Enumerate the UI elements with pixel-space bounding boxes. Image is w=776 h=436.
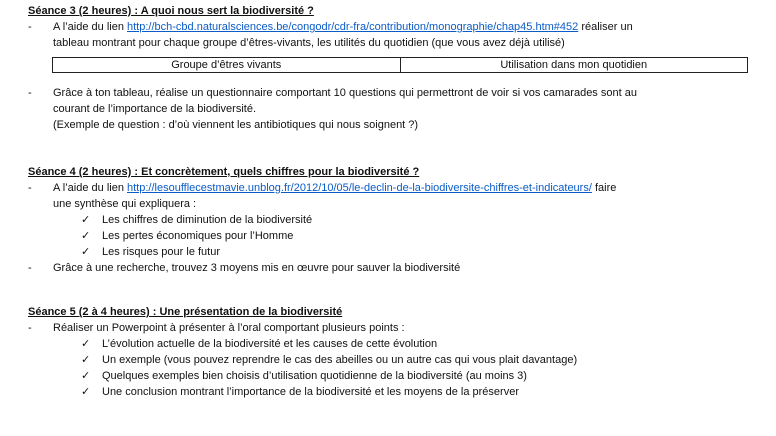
check-item xyxy=(28,352,772,368)
seance-3-example-question: (Exemple de question : d’où viennent les antibiotiques qui nous soignent ?) xyxy=(53,119,419,131)
seance-4-bullet-1 xyxy=(28,180,772,196)
bullet-text: Grâce à une recherche, trouvez 3 moyens mis en œuvre pour sauver la biodiversité xyxy=(53,262,461,274)
table-row xyxy=(53,58,748,73)
check-text: Un exemple (vous pouvez reprendre le cas des abeilles ou un autre cas qui vous plait davantage) xyxy=(102,354,578,366)
bullet-text: A l’aide du lien xyxy=(53,182,127,194)
dash-bullet: - xyxy=(28,182,32,194)
seance-5-title: Séance 5 (2 à 4 heures) : Une présentation de la biodiversité xyxy=(28,306,343,318)
check-item xyxy=(28,244,772,260)
dash-bullet: - xyxy=(28,21,32,33)
dash-bullet: - xyxy=(28,87,32,99)
check-text: Les chiffres de diminution de la biodiversité xyxy=(102,214,313,226)
seance-3-bullet-2-cont: courant de l’importance de la biodiversité. xyxy=(53,103,257,115)
check-text: L’évolution actuelle de la biodiversité et les causes de cette évolution xyxy=(102,338,438,350)
check-text: Une conclusion montrant l’importance de la biodiversité et les moyens de la préserver xyxy=(102,386,519,398)
check-item xyxy=(28,368,772,384)
seance-3-bullet-2 xyxy=(28,85,772,101)
checkmark-icon: ✓ xyxy=(81,370,91,382)
check-item xyxy=(28,384,772,400)
checkmark-icon: ✓ xyxy=(81,246,91,258)
seance-3-bullet-1 xyxy=(28,19,772,35)
checkmark-icon: ✓ xyxy=(81,338,91,350)
seance-3-bullet-1-cont: tableau montrant pour chaque groupe d’êtres-vivants, les utilités du quotidien (que vous avez déjà utilisé) xyxy=(53,37,565,49)
table-header-usage: Utilisation dans mon quotidien xyxy=(400,58,748,73)
check-item xyxy=(28,336,772,352)
biodiversity-link-1[interactable]: http://bch-cbd.naturalsciences.be/congodr/cdr-fra/contribution/monographie/chap45.htm#452 xyxy=(127,21,579,33)
check-item xyxy=(28,228,772,244)
checkmark-icon: ✓ xyxy=(81,354,91,366)
table-header-group: Groupe d’êtres vivants xyxy=(53,58,401,73)
bullet-text: Grâce à ton tableau, réalise un questionnaire comportant 10 questions qui permettront de voir si vos camarades sont au xyxy=(53,87,637,99)
seance-3-title: Séance 3 (2 heures) : A quoi nous sert la biodiversité ? xyxy=(28,5,314,17)
seance-5-bullet-1 xyxy=(28,320,772,336)
checkmark-icon: ✓ xyxy=(81,386,91,398)
document-page xyxy=(28,3,772,400)
bullet-text: Réaliser un Powerpoint à présenter à l’oral comportant plusieurs points : xyxy=(53,322,405,334)
biodiversity-link-2[interactable]: http://lesoufflecestmavie.unblog.fr/2012/10/05/le-declin-de-la-biodiversite-chiffres-et-indicateurs/ xyxy=(127,182,592,194)
dash-bullet: - xyxy=(28,322,32,334)
checkmark-icon: ✓ xyxy=(81,230,91,242)
bullet-text: faire xyxy=(591,182,617,194)
check-item xyxy=(28,212,772,228)
check-text: Quelques exemples bien choisis d’utilisation quotidienne de la biodiversité (au moins 3) xyxy=(102,370,527,382)
dash-bullet: - xyxy=(28,262,32,274)
check-text: Les pertes économiques pour l’Homme xyxy=(102,230,294,242)
usage-table xyxy=(52,57,748,73)
bullet-text: réaliser un xyxy=(578,21,633,33)
seance-4-bullet-1-cont: une synthèse qui expliquera : xyxy=(53,198,197,210)
bullet-text: A l’aide du lien xyxy=(53,21,127,33)
seance-4-bullet-2 xyxy=(28,260,772,276)
seance-4-title: Séance 4 (2 heures) : Et concrètement, quels chiffres pour la biodiversité ? xyxy=(28,166,420,178)
check-text: Les risques pour le futur xyxy=(102,246,221,258)
checkmark-icon: ✓ xyxy=(81,214,91,226)
